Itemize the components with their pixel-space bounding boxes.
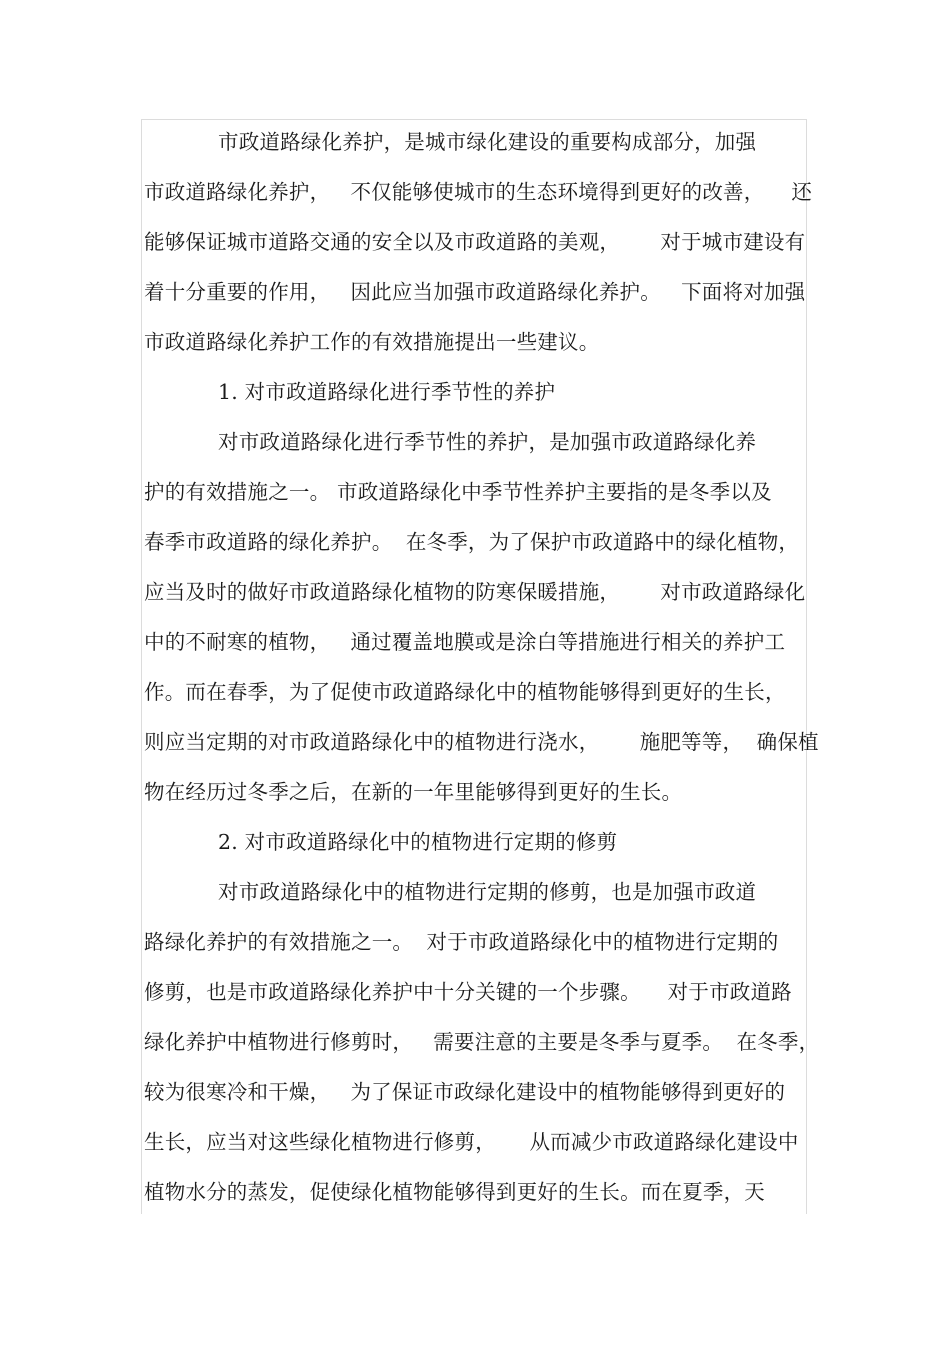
text-line: 春季市政道路的绿化养护。 在冬季，为了保护市政道路中的绿化植物，: [144, 530, 800, 554]
text-line: 护的有效措施之一。 市政道路绿化中季节性养护主要指的是冬季以及: [144, 480, 772, 504]
section-heading: 1. 对市政道路绿化进行季节性的养护: [218, 380, 556, 404]
text-line: 能够保证城市道路交通的安全以及市政道路的美观， 对于城市建设有: [144, 230, 806, 254]
text-line: 植物水分的蒸发，促使绿化植物能够得到更好的生长。而在夏季，天: [144, 1180, 765, 1204]
text-line: 市政道路绿化养护工作的有效措施提出一些建议。: [144, 330, 600, 354]
text-line: 则应当定期的对市政道路绿化中的植物进行浇水， 施肥等等， 确保植: [144, 730, 819, 754]
text-line: 市政道路绿化养护， 不仅能够使城市的生态环境得到更好的改善， 还: [144, 180, 813, 204]
text-line: 着十分重要的作用， 因此应当加强市政道路绿化养护。 下面将对加强: [144, 280, 806, 304]
text-line: 应当及时的做好市政道路绿化植物的防寒保暖措施， 对市政道路绿化: [144, 580, 806, 604]
text-line: 修剪，也是市政道路绿化养护中十分关键的一个步骤。 对于市政道路: [144, 980, 792, 1004]
text-line: 作。而在春季，为了促使市政道路绿化中的植物能够得到更好的生长，: [144, 680, 786, 704]
text-line: 较为很寒冷和干燥， 为了保证市政绿化建设中的植物能够得到更好的: [144, 1080, 786, 1104]
text-line: 对市政道路绿化中的植物进行定期的修剪，也是加强市政道: [218, 880, 757, 904]
text-line: 生长，应当对这些绿化植物进行修剪， 从而减少市政道路绿化建设中: [144, 1130, 799, 1154]
text-line: 市政道路绿化养护，是城市绿化建设的重要构成部分，加强: [218, 130, 757, 154]
text-line: 物在经历过冬季之后，在新的一年里能够得到更好的生长。: [144, 780, 683, 804]
text-line: 路绿化养护的有效措施之一。 对于市政道路绿化中的植物进行定期的: [144, 930, 779, 954]
text-line: 对市政道路绿化进行季节性的养护，是加强市政道路绿化养: [218, 430, 757, 454]
text-line: 中的不耐寒的植物， 通过覆盖地膜或是涂白等措施进行相关的养护工: [144, 630, 786, 654]
text-line: 绿化养护中植物进行修剪时， 需要注意的主要是冬季与夏季。 在冬季，: [144, 1030, 820, 1054]
section-heading: 2. 对市政道路绿化中的植物进行定期的修剪: [218, 830, 618, 854]
